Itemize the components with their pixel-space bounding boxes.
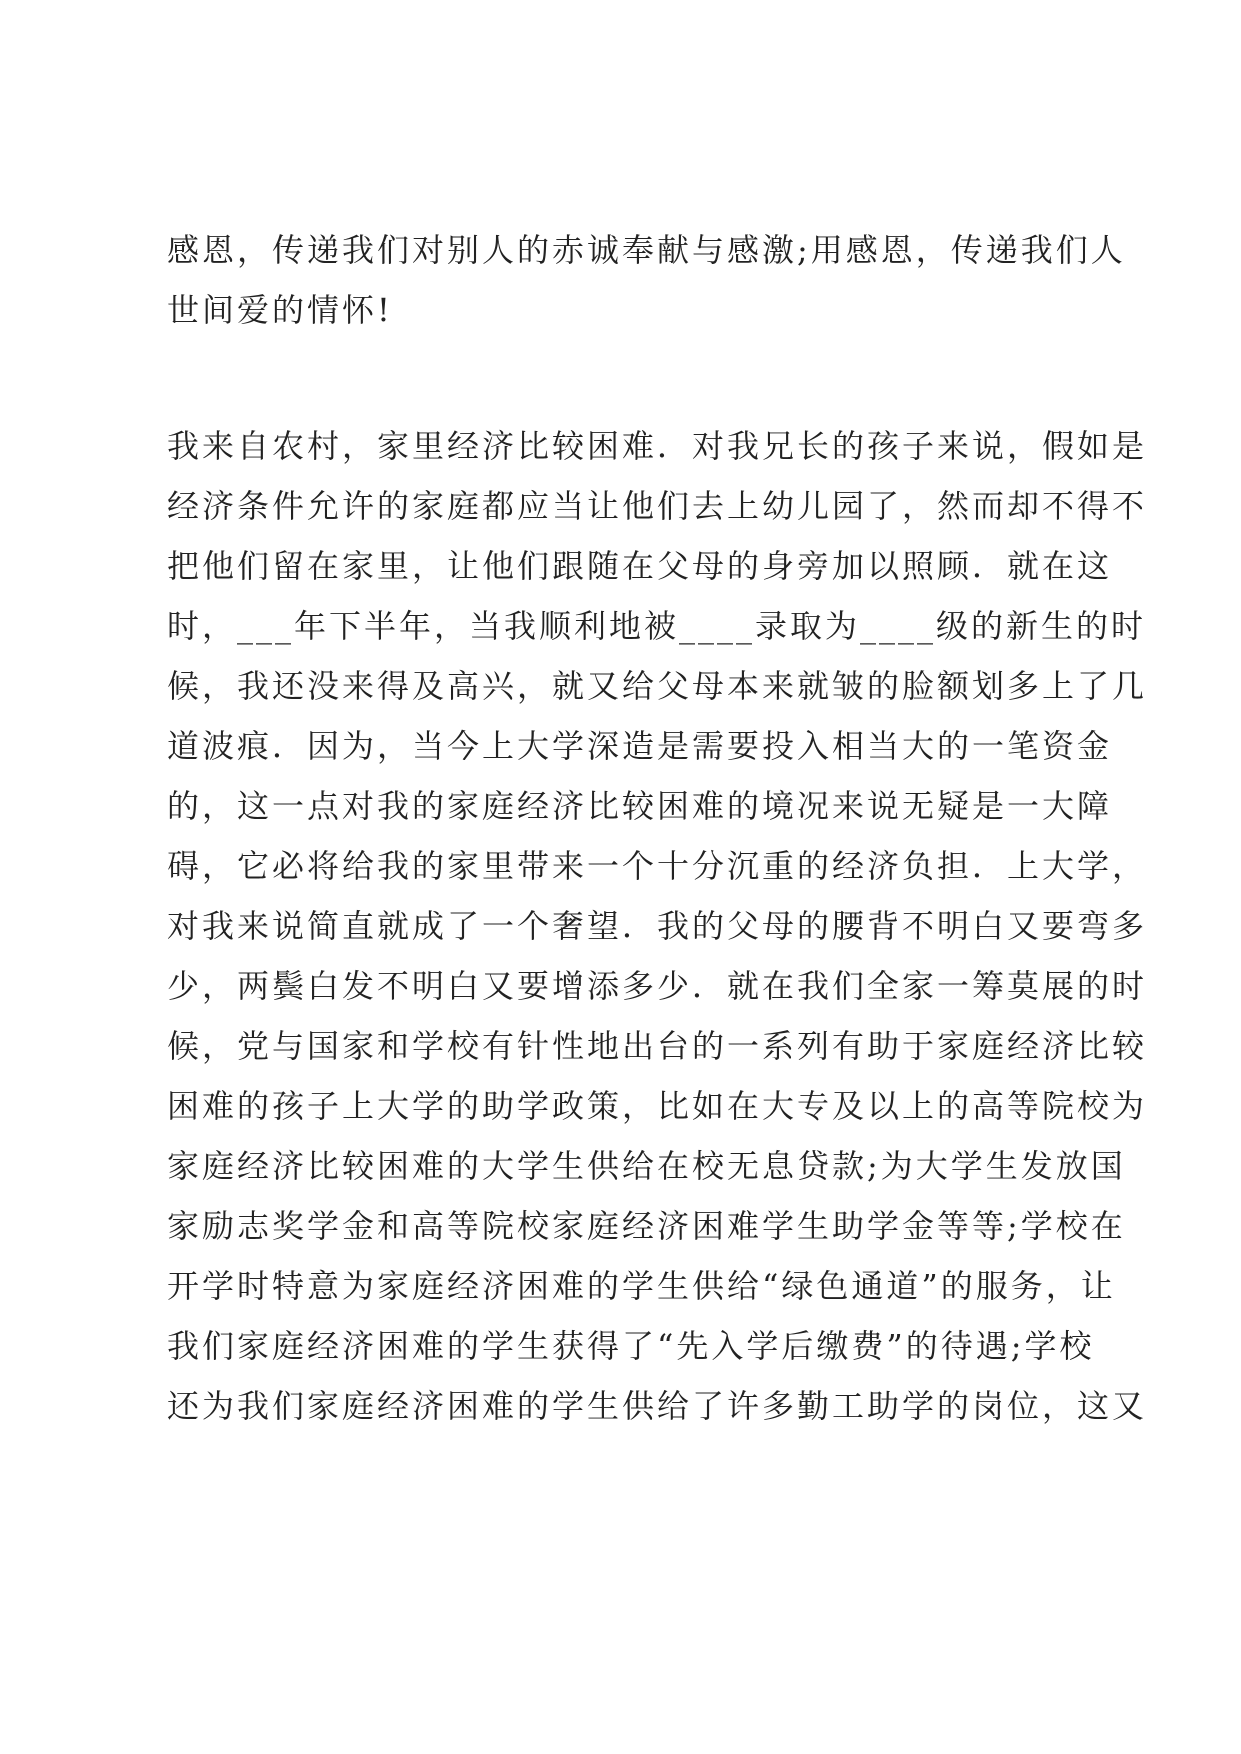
text-line: 时，___年下半年，当我顺利地被____录取为____级的新生的时 [167,607,1147,645]
text-line: 碍，它必将给我的家里带来一个十分沉重的经济负担．上大学， [167,847,1148,885]
text-line: 道波痕．因为，当今上大学深造是需要投入相当大的一笔资金 [167,727,1113,765]
text-line: 少，两鬓白发不明白又要增添多少．就在我们全家一筹莫展的时 [167,967,1148,1005]
text-line: 还为我们家庭经济困难的学生供给了许多勤工助学的岗位，这又 [167,1387,1148,1425]
paragraph-gratitude [167,220,1126,340]
text-line: 我们家庭经济困难的学生获得了“先入学后缴费”的待遇;学校 [167,1327,1095,1365]
text-line: 对我来说简直就成了一个奢望．我的父母的腰背不明白又要弯多 [167,907,1148,945]
text-line: 家庭经济比较困难的大学生供给在校无息贷款;为大学生发放国 [167,1147,1126,1185]
text-line: 的，这一点对我的家庭经济比较困难的境况来说无疑是一大障 [167,787,1113,825]
text-line: 经济条件允许的家庭都应当让他们去上幼儿园了，然而却不得不 [167,487,1148,525]
text-line: 开学时特意为家庭经济困难的学生供给“绿色通道”的服务，让 [167,1267,1116,1305]
text-line: 候，我还没来得及高兴，就又给父母本来就皱的脸额划多上了几 [167,667,1148,705]
text-line: 我来自农村，家里经济比较困难．对我兄长的孩子来说，假如是 [167,427,1148,465]
paragraph-background [167,416,1148,1436]
text-line: 困难的孩子上大学的助学政策，比如在大专及以上的高等院校为 [167,1087,1148,1125]
text-line: 家励志奖学金和高等院校家庭经济困难学生助学金等等;学校在 [167,1207,1126,1245]
text-line: 世间爱的情怀! [167,291,393,329]
text-line: 感恩，传递我们对别人的赤诚奉献与感激;用感恩，传递我们人 [167,231,1126,269]
text-line: 把他们留在家里，让他们跟随在父母的身旁加以照顾．就在这 [167,547,1113,585]
text-line: 候，党与国家和学校有针性地出台的一系列有助于家庭经济比较 [167,1027,1148,1065]
